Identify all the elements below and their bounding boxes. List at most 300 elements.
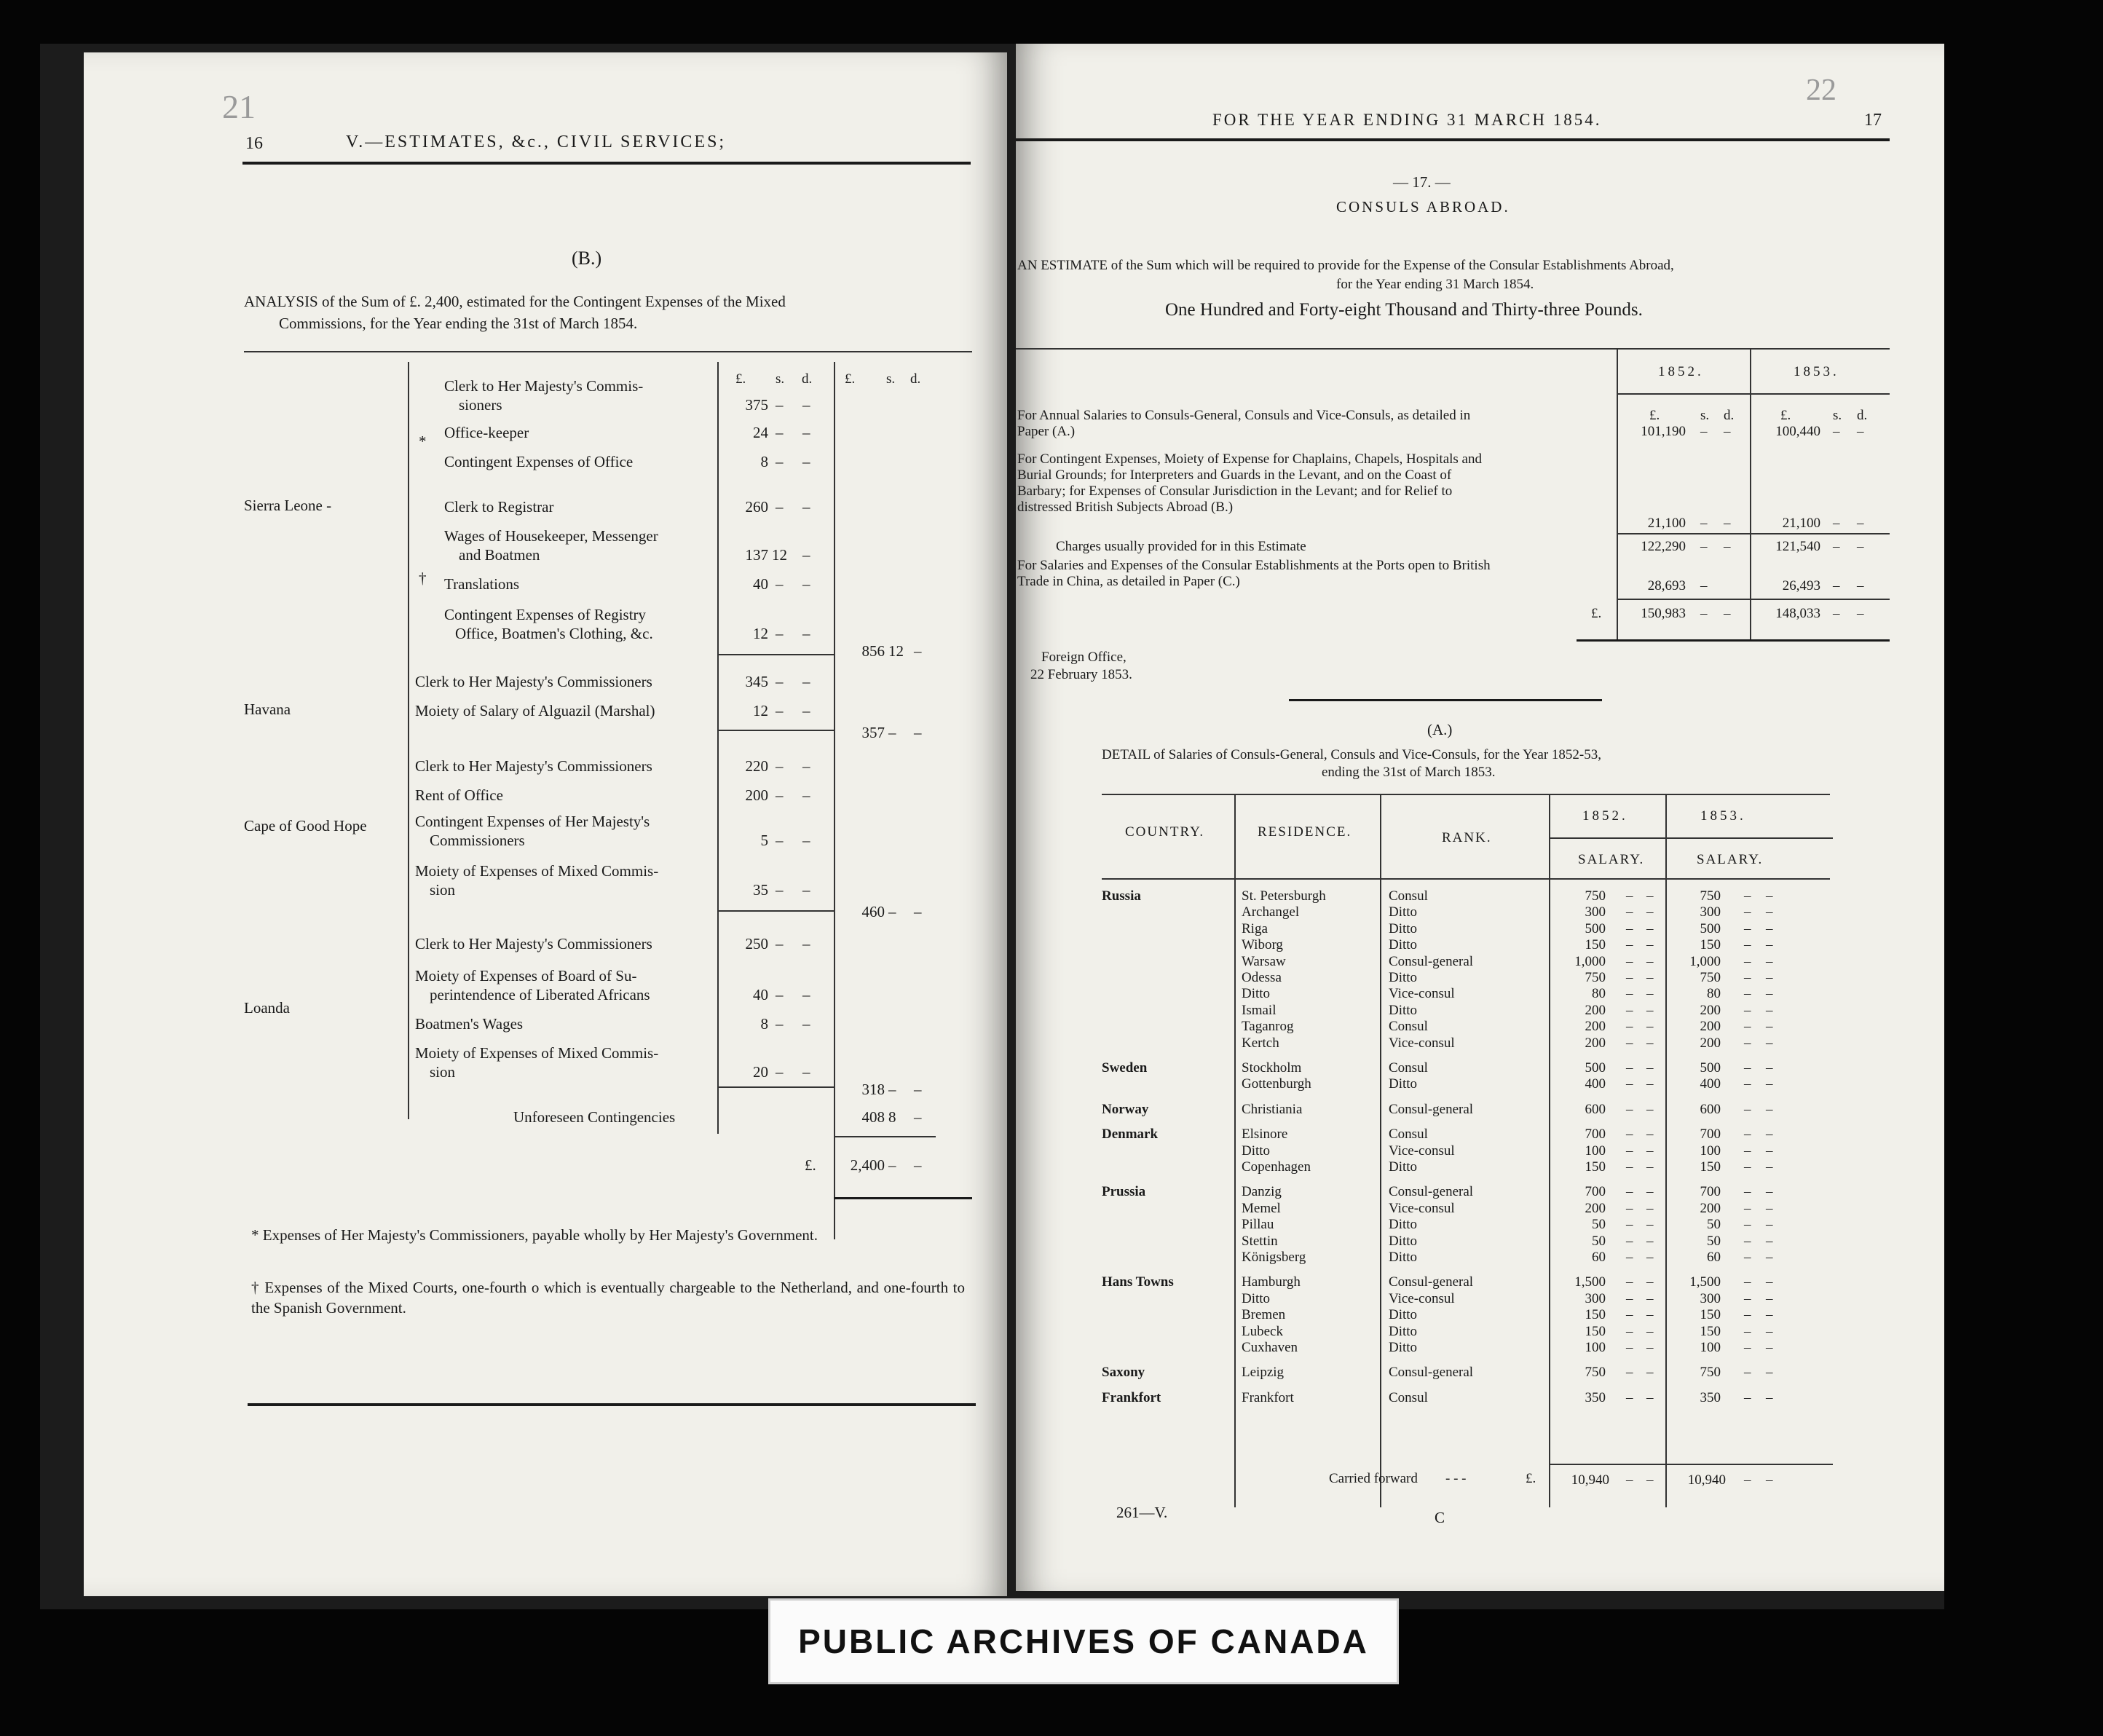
est-row2-t1: For Contingent Expenses, Moiety of Expense for Chaplains, Chapels, Hospitals and [1017,451,1482,467]
dash: – [1744,970,1751,985]
dash: – [1766,1290,1773,1306]
detail-salary-1853: 750 [1700,888,1721,904]
folio-stamp-left: 21 [222,88,256,125]
dash: – [1626,1184,1633,1200]
detail-rank: Vice-consul [1389,1143,1455,1159]
cape-item-3: Contingent Expenses of Her Majesty's [415,813,650,830]
est-row2-a: 21,100 [1647,516,1686,531]
estimate-line-1: AN ESTIMATE of the Sum which will be required to provide for the Expense of the Consular Establishments Abroad, [1017,258,1674,273]
detail-rank: Consul-general [1389,1365,1474,1381]
detail-salary-1852: 150 [1585,937,1606,953]
detail-residence: Christiania [1242,1101,1303,1117]
dash: – [1766,1274,1773,1290]
dash: – [1626,1060,1633,1076]
bottom-rule-left [248,1403,976,1406]
detail-mark: (A.) [1427,721,1453,738]
est-row1-a: 101,190 [1641,424,1686,439]
sierra-dag-l-2: 137 [745,546,768,564]
dash: – [1744,1365,1751,1381]
detail-rank: Ditto [1389,1159,1418,1175]
detail-salary-1852: 300 [1585,1290,1606,1306]
sierra-item-1: Clerk to Her Majesty's Commis- [444,377,644,395]
detail-salary-1852: 50 [1592,1217,1606,1233]
loanda-d-3: – [802,1015,810,1033]
dash: – [1766,970,1773,985]
loanda-l-3: 8 [760,1015,768,1033]
loanda-item-4: Moiety of Expenses of Mixed Commis- [415,1044,659,1062]
detail-line-1: DETAIL of Salaries of Consuls-General, Consuls and Vice-Consuls, for the Year 1852-53, [1102,747,1601,762]
est-total-b: 148,033 [1775,606,1820,621]
col-l-2: £. [845,371,856,387]
table-top-rule [244,351,972,352]
havana-total-s: – [888,724,896,741]
detail-rank: Ditto [1389,920,1418,936]
detail-residence: Ismail [1242,1002,1277,1018]
havana-total-l: 357 [861,724,885,741]
detail-salary-1852: 750 [1585,970,1606,985]
dash: – [1626,1340,1633,1355]
sierra-dag-4b: Office, Boatmen's Clothing, &c. [455,625,653,642]
est-col-l-1: £. [1649,408,1660,423]
sierra-sum-rule [717,654,834,655]
grand-total-sym: £. [805,1156,816,1174]
sierra-dag-1: Clerk to Registrar [444,498,554,516]
est-row1-b: 100,440 [1775,424,1820,439]
detail-residence: Stockholm [1242,1060,1302,1076]
amount-words: One Hundred and Forty-eight Thousand and Thirty-three Pounds. [1165,300,1643,320]
col-l: £. [735,371,746,387]
sierra-dag-d-1: – [802,498,810,516]
detail-rank: Consul-general [1389,1184,1474,1200]
estimate-top-rule [1016,348,1890,350]
detail-salary-1852: 200 [1585,1002,1606,1018]
est-year-1: 1852. [1658,364,1704,379]
mid-rule [1289,699,1602,701]
cape-s-1: – [776,757,784,775]
detail-salary-1853: 1,000 [1689,953,1721,969]
detail-residence: Hamburgh [1242,1274,1301,1290]
dash: – [1857,578,1864,593]
dash: – [1646,920,1654,936]
dash: – [1626,888,1633,904]
dash: – [1744,920,1751,936]
cape-d-4: – [802,881,810,899]
detail-country: Denmark [1102,1127,1159,1143]
detail-salary-1853: 80 [1707,986,1721,1002]
dash: – [1646,1323,1654,1339]
detail-residence: Wiborg [1242,937,1283,953]
dash: – [1766,937,1773,953]
dash: – [1626,937,1633,953]
star-marker: * [419,433,427,450]
sierra-item-3: Contingent Expenses of Office [444,453,634,470]
dash: – [1626,1472,1633,1488]
sierra-s-2: – [776,424,784,441]
havana-d-1: – [802,673,810,690]
detail-rank: Ditto [1389,1076,1418,1092]
dash: – [1626,1389,1633,1405]
havana-l-2: 12 [753,702,768,719]
head-rule-left [242,162,971,165]
detail-salary-1853: 1,500 [1689,1274,1721,1290]
detail-country: Sweden [1102,1060,1148,1076]
place-cape: Cape of Good Hope [244,817,367,835]
est-double-rule [1577,639,1890,642]
detail-residence: Ditto [1242,986,1271,1002]
sierra-total-s: 12 [888,642,904,660]
est-total-rule [1617,599,1890,600]
dash: – [1744,1233,1751,1249]
detail-salary-1852: 150 [1585,1159,1606,1175]
dash: – [1646,1250,1654,1265]
running-head-left: V.—ESTIMATES, &c., CIVIL SERVICES; [346,133,727,151]
sierra-l-2: 24 [753,424,768,441]
detail-residence: Bremen [1242,1307,1286,1323]
page-number-left: 16 [245,134,263,153]
det-year-rule [1549,837,1833,839]
dash: – [1744,1019,1751,1035]
dash: – [1646,1019,1654,1035]
detail-rank: Ditto [1389,1323,1418,1339]
analysis-title-1: ANALYSIS of the Sum of £. 2,400, estimated for the Contingent Expenses of the Mixed [244,293,786,310]
page-number-right: 17 [1864,111,1882,130]
detail-residence: Gottenburgh [1242,1076,1311,1092]
detail-residence: Leipzig [1242,1365,1285,1381]
havana-item-1: Clerk to Her Majesty's Commissioners [415,673,652,690]
dash: – [1626,970,1633,985]
dash: – [1724,606,1731,621]
est-row4-a: 28,693 [1647,578,1686,593]
section-number: — 17. — [1393,173,1451,191]
cape-d-1: – [802,757,810,775]
dash: – [1857,424,1864,439]
cape-total-s: – [888,903,896,920]
sierra-s-3: – [776,453,784,470]
loanda-total-l: 318 [861,1081,885,1098]
dash: – [1646,888,1654,904]
sierra-total-l: 856 [861,642,885,660]
detail-salary-1853: 300 [1700,1290,1721,1306]
dagger-marker: † [419,569,427,587]
detail-salary-1852: 100 [1585,1340,1606,1355]
dash: – [1626,986,1633,1002]
cape-item-3b: Commissioners [430,832,525,849]
cape-l-4: 35 [753,881,768,899]
dash: – [1626,1274,1633,1290]
dash: – [1766,1233,1773,1249]
detail-salary-1853: 100 [1700,1340,1721,1355]
estimate-line-2: for the Year ending 31 March 1854. [1336,277,1534,292]
dash: – [1744,1101,1751,1117]
dash: – [1744,1200,1751,1216]
dash: – [1766,1101,1773,1117]
dash: – [1646,1389,1654,1405]
dash: – [1626,1143,1633,1159]
detail-residence: Copenhagen [1242,1159,1311,1175]
dash: – [1744,1472,1751,1488]
dash: – [1744,1035,1751,1051]
dash: – [1744,904,1751,920]
dash: – [1646,1340,1654,1355]
dash: – [1766,904,1773,920]
cape-l-3: 5 [760,832,768,849]
grand-total-l: 2,400 [850,1156,885,1174]
dash: – [1700,578,1708,593]
running-head-right: FOR THE YEAR ENDING 31 MARCH 1854. [1212,111,1602,129]
dash: – [1833,606,1840,621]
detail-salary-1852: 80 [1592,986,1606,1002]
detail-salary-1852: 400 [1585,1076,1606,1092]
col-d: d. [802,371,813,387]
sierra-d-1: – [802,396,810,414]
detail-rank: Consul [1389,1127,1428,1143]
col-s-2: s. [886,371,896,387]
detail-salary-1852: 700 [1585,1127,1606,1143]
dash: – [1626,1002,1633,1018]
dash: – [1766,1019,1773,1035]
detail-residence: Elsinore [1242,1127,1288,1143]
dash: – [1626,1250,1633,1265]
footnote-dagger: † Expenses of the Mixed Courts, one-fourth o which is eventually chargeable to the Netherland, and one-fourth to the Spanish Government. [251,1279,965,1317]
havana-s-2: – [776,702,784,719]
detail-residence: Memel [1242,1200,1281,1216]
cape-s-2: – [776,786,784,804]
est-year-rule [1617,393,1890,395]
det-head-rule [1102,878,1830,880]
detail-line-2: ending the 31st of March 1853. [1322,765,1496,780]
dash: – [1626,920,1633,936]
section-title: CONSULS ABROAD. [1336,198,1510,216]
dash: – [1626,1200,1633,1216]
dash: – [1646,1307,1654,1323]
detail-salary-1853: 700 [1700,1127,1721,1143]
loanda-s-2: – [776,986,784,1003]
grand-total-d: – [914,1156,922,1174]
detail-salary-1852: 200 [1585,1019,1606,1035]
place-havana: Havana [244,701,291,718]
carried-dashes: - - - [1445,1471,1467,1486]
detail-salary-1852: 200 [1585,1035,1606,1051]
loanda-item-1: Clerk to Her Majesty's Commissioners [415,935,652,952]
detail-rank: Ditto [1389,970,1418,985]
loanda-l-2: 40 [753,986,768,1003]
detail-salary-1852: 300 [1585,904,1606,920]
dash: – [1744,1002,1751,1018]
det-vline-1 [1234,794,1236,1507]
detail-rank: Ditto [1389,937,1418,953]
dash: – [1744,937,1751,953]
sierra-item-2: Office-keeper [444,424,529,441]
dash: – [1646,1101,1654,1117]
dash: – [1646,953,1654,969]
dash: – [1646,1217,1654,1233]
dash: – [1744,1340,1751,1355]
dash: – [1626,1307,1633,1323]
dash: – [1646,970,1654,985]
detail-salary-1852: 1,000 [1574,953,1606,969]
dash: – [1744,1290,1751,1306]
dash: – [1626,1365,1633,1381]
dash: – [1700,516,1708,531]
carried-rule [1549,1464,1833,1465]
cape-total-l: 460 [861,903,885,920]
det-head-salary-1: SALARY. [1578,852,1645,867]
dash: – [1724,539,1731,554]
detail-salary-1852: 600 [1585,1101,1606,1117]
sierra-l-3: 8 [760,453,768,470]
loanda-d-1: – [802,935,810,952]
dash: – [1646,1290,1654,1306]
detail-salary-1852: 700 [1585,1184,1606,1200]
cape-sum-rule [717,910,834,912]
est-col-d-1: d. [1724,408,1735,423]
loanda-item-2b: perintendence of Liberated Africans [430,986,650,1003]
dash: – [1646,904,1654,920]
detail-country: Saxony [1102,1365,1145,1381]
est-col-s-2: s. [1833,408,1842,423]
detail-residence: Königsberg [1242,1250,1306,1265]
unforeseen-s: 8 [888,1108,896,1126]
dash: – [1700,424,1708,439]
dash: – [1626,1217,1633,1233]
cape-s-3: – [776,832,784,849]
detail-salary-1853: 200 [1700,1019,1721,1035]
detail-salary-1852: 350 [1585,1389,1606,1405]
detail-residence: Stettin [1242,1233,1278,1249]
dash: – [1646,1184,1654,1200]
est-row3-b: 121,540 [1775,539,1820,554]
cape-item-2: Rent of Office [415,786,503,804]
vline-subtotal [834,362,835,1239]
dash: – [1626,904,1633,920]
sierra-total-d: – [914,642,922,660]
dash: – [1744,1307,1751,1323]
det-head-y1: 1852. [1582,808,1628,824]
est-row4-t2: Trade in China, as detailed in Paper (C.) [1017,574,1240,589]
grand-double-rule [834,1197,972,1199]
loanda-l-4: 20 [753,1063,768,1081]
carried-b: 10,940 [1687,1472,1726,1488]
detail-residence: Pillau [1242,1217,1274,1233]
detail-country: Prussia [1102,1184,1146,1200]
detail-rank: Ditto [1389,1340,1418,1355]
dash: – [1744,986,1751,1002]
dash: – [1744,1184,1751,1200]
loanda-s-4: – [776,1063,784,1081]
detail-salary-1853: 150 [1700,1323,1721,1339]
dash: – [1766,920,1773,936]
sierra-dag-3: Translations [444,575,520,593]
detail-residence: Danzig [1242,1184,1282,1200]
dash: – [1626,1035,1633,1051]
est-row1-t2: Paper (A.) [1017,424,1076,439]
detail-residence: Ditto [1242,1290,1271,1306]
det-vline-4 [1665,794,1667,1507]
detail-salary-1852: 50 [1592,1233,1606,1249]
right-page [1016,44,1944,1591]
dash: – [1744,1143,1751,1159]
left-page [84,52,1007,1596]
sierra-dag-d-3: – [802,575,810,593]
est-row3-a: 122,290 [1641,539,1686,554]
detail-rank: Consul-general [1389,953,1474,969]
cape-item-1: Clerk to Her Majesty's Commissioners [415,757,652,775]
detail-salary-1853: 100 [1700,1143,1721,1159]
detail-salary-1853: 750 [1700,970,1721,985]
detail-rank: Ditto [1389,1233,1418,1249]
sierra-dag-2: Wages of Housekeeper, Messenger [444,527,658,545]
detail-residence: Riga [1242,920,1268,936]
dash: – [1744,1159,1751,1175]
detail-rank: Vice-consul [1389,1290,1455,1306]
dash: – [1766,1127,1773,1143]
dash: – [1766,1389,1773,1405]
detail-country: Norway [1102,1101,1149,1117]
detail-salary-1852: 150 [1585,1323,1606,1339]
sierra-dag-d-2: – [802,546,810,564]
detail-residence: Cuxhaven [1242,1340,1298,1355]
detail-rank: Ditto [1389,904,1418,920]
est-total-sym: £. [1591,606,1602,621]
detail-salary-1853: 600 [1700,1101,1721,1117]
detail-rank: Consul [1389,1019,1428,1035]
detail-salary-1853: 150 [1700,1307,1721,1323]
dash: – [1744,888,1751,904]
dash: – [1833,578,1840,593]
dash: – [1833,539,1840,554]
detail-residence: Odessa [1242,970,1282,985]
dash: – [1646,1127,1654,1143]
detail-residence: Archangel [1242,904,1300,920]
detail-salary-1853: 350 [1700,1389,1721,1405]
dash: – [1646,1035,1654,1051]
havana-l-1: 345 [745,673,768,690]
est-row1-t1: For Annual Salaries to Consuls-General, Consuls and Vice-Consuls, as detailed in [1017,408,1471,423]
dash: – [1766,1250,1773,1265]
grand-sum-rule [834,1136,936,1137]
dash: – [1700,539,1708,554]
det-head-country: COUNTRY. [1125,824,1205,840]
place-loanda: Loanda [244,999,290,1017]
est-row4-t1: For Salaries and Expenses of the Consular Establishments at the Ports open to British [1017,558,1491,573]
detail-salary-1852: 150 [1585,1307,1606,1323]
detail-rank: Vice-consul [1389,1200,1455,1216]
dash: – [1744,1076,1751,1092]
carried-label: Carried forward [1329,1471,1418,1486]
det-vline-2 [1380,794,1381,1507]
sierra-dag-s-1: – [776,498,784,516]
place-sierra-leone: Sierra Leone - [244,497,332,514]
unforeseen-l: 408 [861,1108,885,1126]
sierra-s-1: – [776,396,784,414]
detail-country: Frankfort [1102,1389,1161,1405]
det-head-salary-2: SALARY. [1697,852,1764,867]
dash: – [1766,1340,1773,1355]
sierra-l-1: 375 [745,396,768,414]
detail-salary-1853: 50 [1707,1233,1721,1249]
cape-d-2: – [802,786,810,804]
cape-l-2: 200 [745,786,768,804]
dash: – [1626,1101,1633,1117]
detail-rank: Consul [1389,888,1428,904]
dash: – [1766,1307,1773,1323]
detail-salary-1853: 50 [1707,1217,1721,1233]
carried-sym: £. [1526,1471,1536,1486]
detail-rank: Ditto [1389,1002,1418,1018]
dash: – [1626,1159,1633,1175]
archive-stamp: PUBLIC ARCHIVES OF CANADA [768,1598,1399,1684]
dash: – [1766,1035,1773,1051]
